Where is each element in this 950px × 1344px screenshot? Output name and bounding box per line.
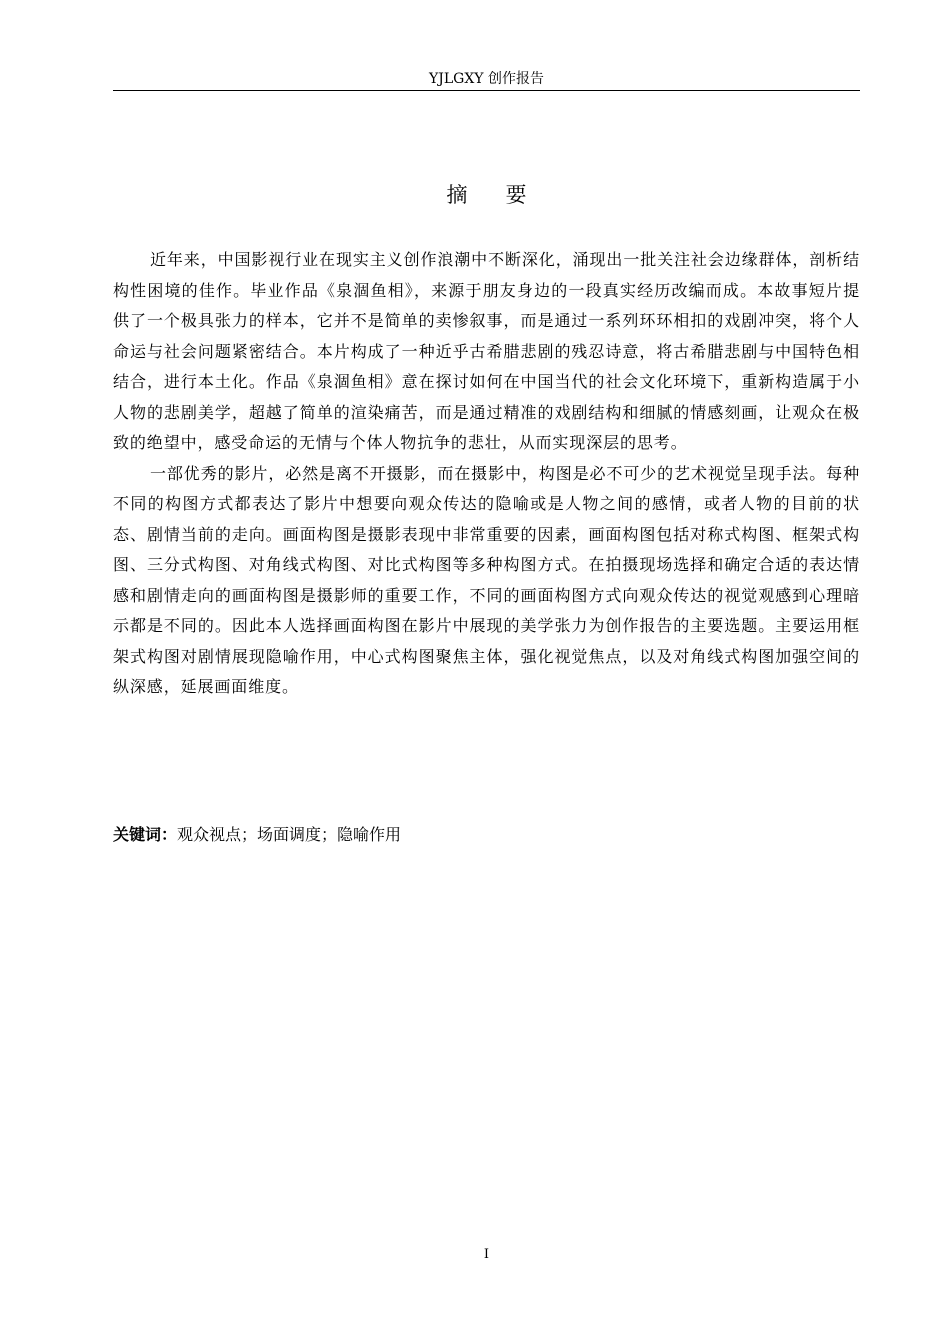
abstract-paragraph-2: 一部优秀的影片，必然是离不开摄影，而在摄影中，构图是必不可少的艺术视觉呈现手法。每种不同的构图方式都表达了影片中想要向观众传达的隐喻或是人物之间的感情，或者人物的目前的状态、剧情当前的走向。画面构图是摄影表现中非常重要的因素，画面构图包括对称式构图、框架式构图、三分式构图、对角线式构图、对比式构图等多种构图方式。在拍摄现场选择和确定合适的表达情感和剧情走向的画面构图是摄影师的重要工作，不同的画面构图方式向观众传达的视觉观感到心理暗示都是不同的。因此本人选择画面构图在影片中展现的美学张力为创作报告的主要选题。主要运用框架式构图对剧情展现隐喻作用，中心式构图聚焦主体，强化视觉焦点，以及对角线式构图加强空间的纵深感，延展画面维度。 — [113, 463, 860, 696]
running-header: YJLGXY 创作报告 — [429, 71, 544, 87]
header-divider — [113, 90, 860, 91]
abstract-paragraph-1: 近年来，中国影视行业在现实主义创作浪潮中不断深化，涌现出一批关注社会边缘群体，剖析结构性困境的佳作。毕业作品《泉涸鱼相》，来源于朋友身边的一段真实经历改编而成。本故事短片提供了一个极具张力的样本，它并不是简单的卖惨叙事，而是通过一系列环环相扣的戏剧冲突，将个人命运与社会问题紧密结合。本片构成了一种近乎古希腊悲剧的残忍诗意，将古希腊悲剧与中国特色相结合，进行本土化。作品《泉涸鱼相》意在探讨如何在中国当代的社会文化环境下，重新构造属于小人物的悲剧美学，超越了简单的渲染痛苦，而是通过精准的戏剧结构和细腻的情感刻画，让观众在极致的绝望中，感受命运的无情与个体人物抗争的悲壮，从而实现深层的思考。 — [113, 250, 860, 452]
keywords-line — [113, 820, 860, 850]
abstract-body — [113, 245, 860, 703]
keywords-label: 关键词： — [113, 825, 178, 844]
abstract-title: 摘要 — [446, 183, 565, 207]
page-number: I — [483, 1247, 490, 1262]
keywords-value: 观众视点；场面调度；隐喻作用 — [177, 825, 402, 844]
